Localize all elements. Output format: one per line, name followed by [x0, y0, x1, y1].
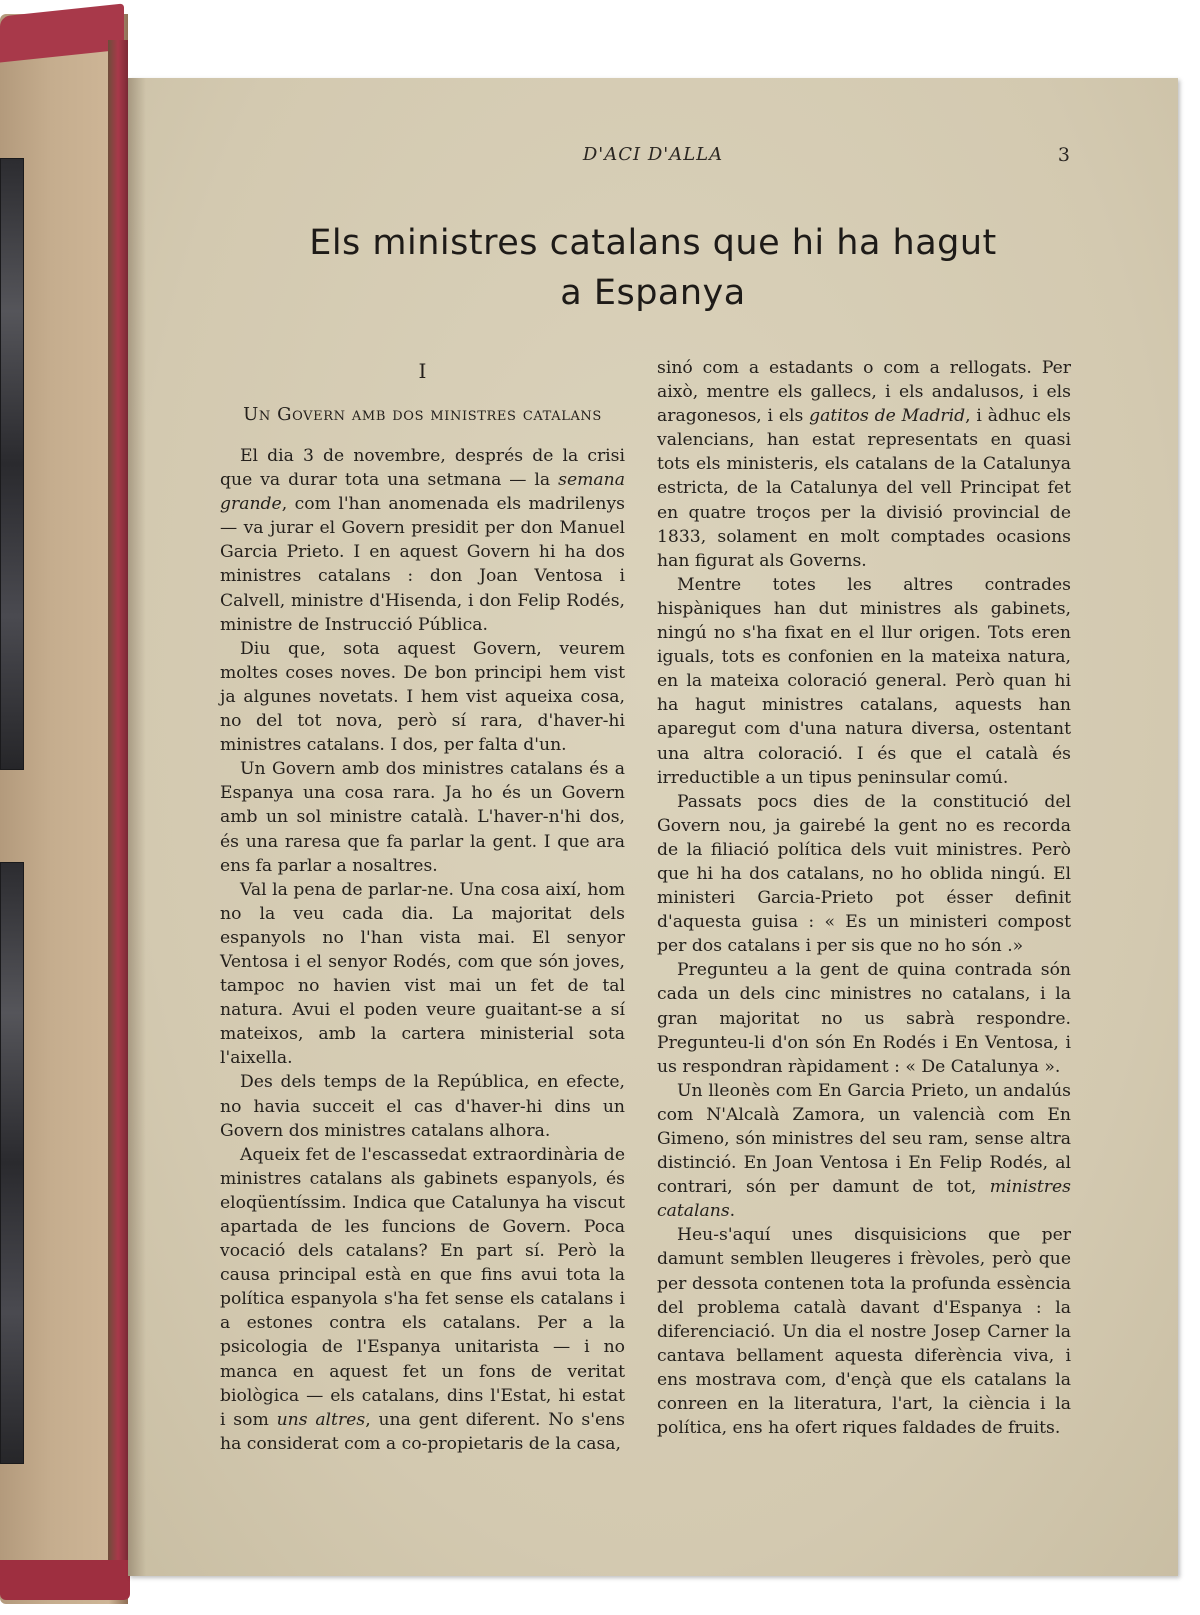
running-title: D'ACI D'ALLA — [582, 144, 724, 165]
book-spine-edge — [108, 40, 128, 1580]
title-line-1: Els ministres catalans que hi ha hagut — [309, 223, 997, 263]
column-left — [220, 356, 625, 1456]
paragraph-10: Pregunteu a la gent de quina contrada són cada un dels cinc ministres no catalans, i la gran majoritat no us sabrà respondre. Pregunteu-li d'on són En Rodés i En Ventosa, i us respondran ràpidament : « De Catalunya ». — [657, 960, 1071, 1077]
paragraph-9: Passats pocs dies de la constitució del Govern nou, ja gairebé la gent no es recorda de la filiació política dels vuit ministres. Però que hi ha dos catalans, no ho oblida ningú. El ministeri Garcia-Prieto pot ésser definit d'aquesta guisa : « Es un ministeri compost per dos catalans i per sis que no ho són .» — [657, 791, 1071, 957]
section-numeral: I — [418, 359, 427, 383]
title-line-2: a Espanya — [560, 273, 746, 313]
paragraph-11: Un lleonès com En Garcia Prieto, un andalús com N'Alcalà Zamora, un valencià com En Gimeno, són ministres del seu ram, sense altra distinció. En Joan Ventosa i En Felip Rodés, al contrari, són per damunt de tot, ministres catalans. — [657, 1080, 1071, 1222]
paragraph-1: El dia 3 de novembre, després de la crisi que va durar tota una setmana — la semana grande, com l'han anomenada els madrilenys — va jurar el Govern presidit per don Manuel Garcia Prieto. I en aquest Govern hi ha dos ministres catalans : don Joan Ventosa i Calvell, ministre d'Hisenda, i don Felip Rodés, ministre de Instrucció Pública. — [220, 446, 625, 635]
article-title — [168, 218, 1138, 318]
binding-bottom-cloth — [0, 1560, 130, 1600]
magazine-page — [128, 78, 1178, 1576]
paragraph-12: Heu-s'aquí unes disquisicions que per damunt semblen lleugeres i frèvoles, però que per dessota contenen tota la profunda essència del problema català davant d'Espanya : la diferenciació. Un dia el nostre Josep Carner la cantava bellament aquesta diferència viva, i ens mostrava com, d'ençà que els catalans la conreen en la literatura, l'art, la ciència i la política, ens ha ofert riques faldades de fruits. — [657, 1225, 1071, 1439]
previous-page-photo-bottom — [0, 862, 24, 1464]
paragraph-2: Diu que, sota aquest Govern, veurem moltes coses noves. De bon principi hem vist ja algunes novetats. I hem vist aqueixa cosa, no del tot nova, però sí rara, d'haver-hi ministres catalans. I dos, per falta d'un. — [220, 638, 625, 756]
section-heading: Un Govern amb dos ministres catalans — [243, 404, 602, 425]
paragraph-3: Un Govern amb dos ministres catalans és a Espanya una cosa rara. Ja ho és un Govern amb un sol ministre català. L'haver-n'hi dos, és una raresa que fa parlar la gent. I que ara ens fa parlar a nosaltres. — [220, 759, 625, 876]
paragraph-8: Mentre totes les altres contrades hispàniques han dut ministres als gabinets, ningú no s'ha fixat en el llur origen. Tots eren iguals, tots es confonien en la mateixa natura, en la mateixa coloració general. Però quan hi ha hagut ministres catalans, aquests han aparegut com d'una natura diversa, ostentant una altra coloració. I és que el català és irreductible a un tipus peninsular comú. — [657, 574, 1071, 788]
paragraph-5: Des dels temps de la República, en efecte, no havia succeit el cas d'haver-hi dins un Govern dos ministres catalans alhora. — [220, 1072, 625, 1141]
previous-page-photo-top — [0, 158, 24, 770]
paragraph-6: Aqueix fet de l'escassedat extraordinària de ministres catalans als gabinets espanyols, és eloqüentíssim. Indica que Catalunya ha viscut apartada de les funcions de Govern. Poca vocació dels catalans? En part sí. Però la causa principal està en que fins avui tota la política espanyola s'ha fet sense els catalans i a estones contra els catalans. Per a la psicologia de l'Espanya unitarista — i no manca en aquest fet un fons de veritat biològica — els catalans, dins l'Estat, hi estat i som uns altres, una gent diferent. No s'ens ha considerat com a co-propietaris de la casa, — [220, 1144, 626, 1454]
column-right — [657, 356, 1071, 1440]
paragraph-4: Val la pena de parlar-ne. Una cosa així, hom no la veu cada dia. La majoritat dels espanyols no l'han vista mai. El senyor Ventosa i el senyor Rodés, com que són joves, tampoc no havien vist mai un fet de tal natura. Avui el poden veure guaitant-se a sí mateixos, amb la cartera ministerial sota l'aixella. — [220, 879, 625, 1069]
page-number: 3 — [1057, 144, 1070, 166]
paragraph-7: sinó com a estadants o com a rellogats. Per això, mentre els gallecs, i els andalusos, i els aragonesos, i els gatitos de Madrid, i àdhuc els valencians, han estat representats en quasi tots els ministeris, els catalans de la Catalunya estricta, de la Catalunya del vell Principat fet en quatre troços per la divisió provincial de 1833, solament en molt comptades ocasions han figurat als Governs. — [657, 358, 1071, 571]
